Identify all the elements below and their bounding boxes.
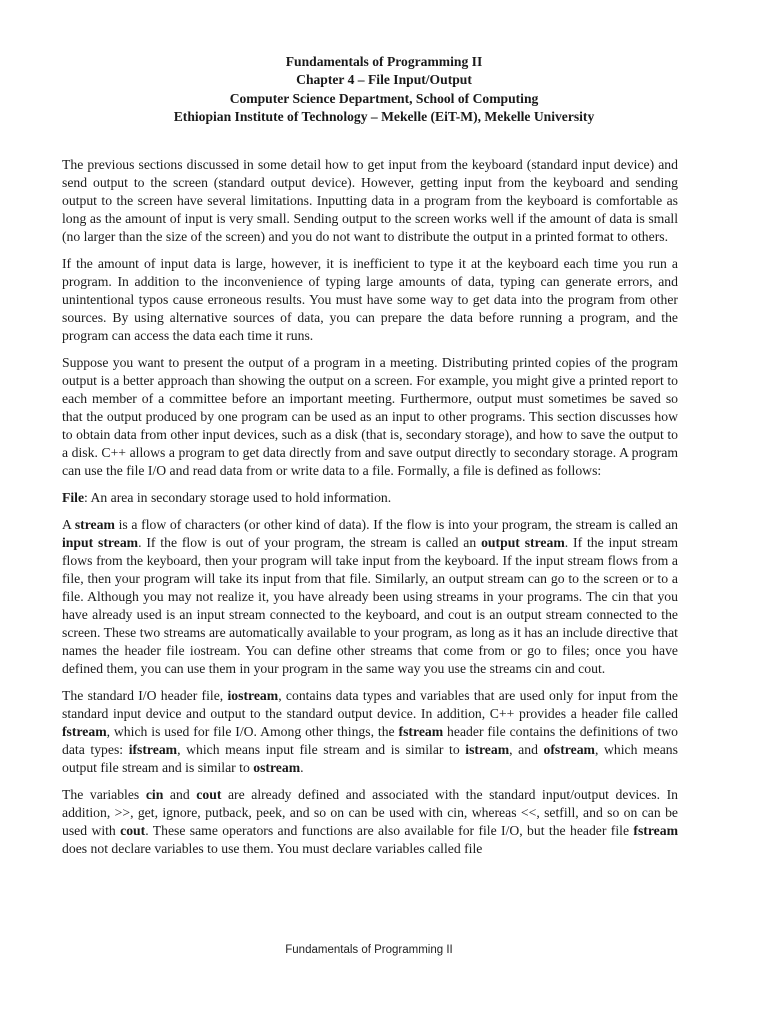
term-cout: cout (196, 787, 222, 802)
text-run: , which means output file stream and is similar to (62, 741, 678, 775)
text-run: is a flow of characters (or other kind of data). If the flow is into your program, the stream is called an (114, 517, 678, 533)
text-run: , and (509, 741, 544, 757)
term-input-stream: input stream (62, 535, 139, 551)
text-run: The variables (62, 787, 146, 802)
text-run: . (300, 759, 304, 775)
text-run: , which is used for file I/O. Among other things, the (106, 723, 399, 739)
department-line: Computer Science Department, School of Computing (229, 90, 539, 106)
paragraph-intro: The previous sections discussed in some detail how to get input from the keyboard (standard input device) and send output to the screen (standard output device). However, getting input from the keyboard and sending output to the screen have several limitations. Inputting data in a program from the keyboard is comfortable as long as the amount of input is very small. Sending output to the screen works well if the amount of data is small (no larger than the size of the screen) and you do not want to distribute the output in a printed format to others. (62, 157, 678, 244)
term-file: File (62, 489, 85, 505)
term-iostream: iostream (227, 687, 279, 703)
text-run: The standard I/O header file, (62, 687, 228, 703)
text-run: . If the input stream flows from the keyboard, then your program will take input from the keyboard. If the input stream flows from a file, then your program will take its input from that file. Similarly, an output stream can go to the screen or to a file. Although you may not realize it, you have already been using streams in your programs. The cin that you have already used is an input stream connected to the keyboard, and cout is an output stream connected to the screen. These two streams are automatically available to your program, as long as it has an include directive that names the header file iostream. You can define other streams that come from or go to files; once you have defined them, you can use them in your program in the same way you use the streams cin and cout. (62, 535, 678, 676)
chapter-title: Chapter 4 – File Input/Output (296, 72, 472, 88)
term-fstream: fstream (62, 723, 107, 739)
paragraph-variables (62, 786, 678, 858)
paragraph-output-meeting: Suppose you want to present the output of a program in a meeting. Distributing printed copies of the program output is a better approach than showing the output on a screen. For example, you might give a printed report to each member of a committee before an important meeting. Furthermore, output must sometimes be saved so that the output produced by one program can be used as an input to other programs. This section discusses how to obtain data from other input devices, such as a disk (that is, secondary storage), and how to save the output to a disk. C++ allows a program to get data directly from and save output directly to secondary storage. A program can use the file I/O and read data from or write data to a file. Formally, a file is defined as follows: (62, 355, 678, 478)
document-body (62, 156, 678, 867)
page-footer: Fundamentals of Programming II (285, 944, 453, 956)
term-stream: stream (74, 517, 115, 533)
text-run: . If the flow is out of your program, the stream is called an (138, 535, 482, 551)
text-run: . These same operators and functions are also available for file I/O, but the header file (145, 822, 634, 838)
paragraph-file-definition (62, 489, 678, 507)
term-fstream: fstream (633, 822, 678, 838)
definition-file: : An area in secondary storage used to hold information. (84, 489, 392, 505)
course-title: Fundamentals of Programming II (285, 54, 483, 69)
term-ofstream: ofstream (543, 741, 595, 757)
term-ostream: ostream (253, 759, 301, 775)
paragraph-stream (62, 516, 678, 677)
paragraph-header-files (62, 687, 678, 777)
text-run: does not declare variables to use them. You must declare variables called file (62, 840, 483, 856)
term-cout: cout (120, 822, 146, 838)
text-run: , which means input file stream and is similar to (177, 741, 466, 757)
term-fstream: fstream (398, 723, 444, 739)
text-run: , contains data types and variables that are used only for input from the standard input device and output to the standard output device. In addition, C++ provides a header file called (62, 687, 678, 721)
document-header (0, 53, 768, 127)
institute-line: Ethiopian Institute of Technology – Mekelle (EiT-M), Mekelle University (173, 109, 595, 125)
text-run: and (163, 787, 197, 802)
paragraph-input-data: If the amount of input data is large, however, it is inefficient to type it at the keyboard each time you run a program. In addition to the inconvenience of typing large amounts of data, typing can generate errors, and unintentional typos cause erroneous results. You must have some way to get data into the program from other sources. By using alternative sources of data, you can prepare the data before running a program, and the program can access the data each time it runs. (62, 256, 678, 343)
term-output-stream: output stream (481, 535, 565, 551)
term-ifstream: ifstream (128, 741, 178, 757)
text-run: A (62, 517, 75, 533)
term-cin: cin (145, 787, 164, 802)
text-run: are already defined and associated with the standard input/output devices. In addition, >>, get, ignore, putback, peek, and so on can be used with cin, whereas <<, setfill, and so on can be used with (62, 787, 679, 838)
text-run: header file contains the definitions of two data types: (62, 723, 678, 757)
term-istream: istream (465, 741, 510, 757)
